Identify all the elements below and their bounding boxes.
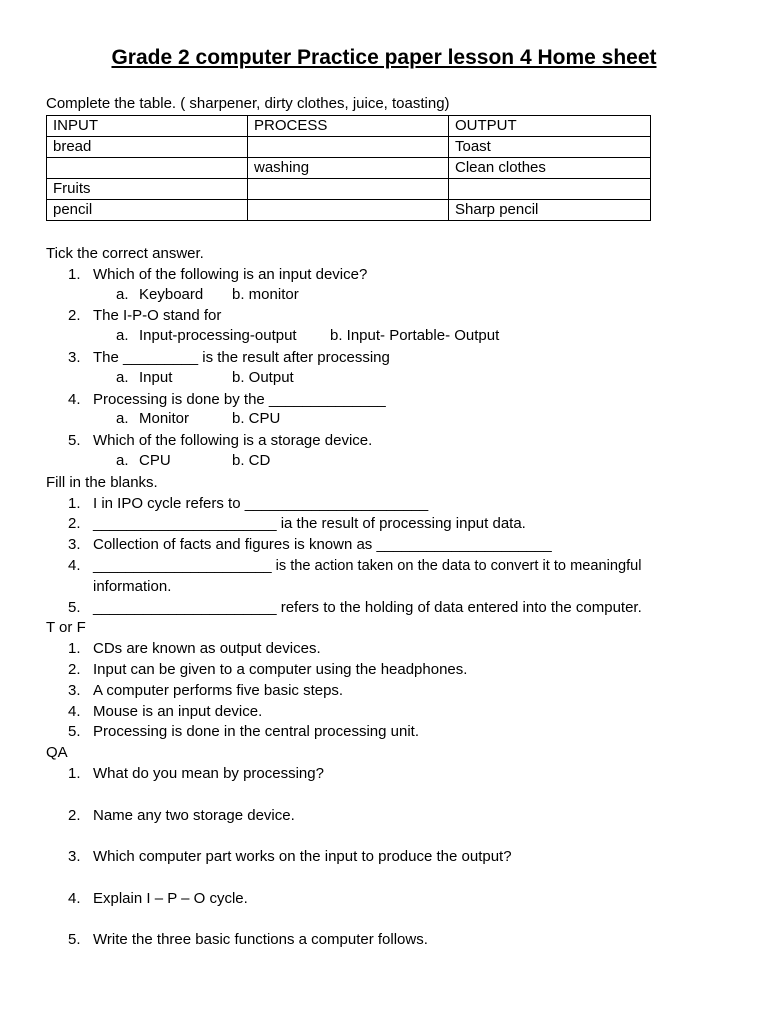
answer-options <box>46 369 746 390</box>
option-b[interactable]: b. CPU <box>232 410 281 428</box>
blank-text-continued: information. <box>93 577 172 595</box>
item-number: 4. <box>68 889 81 907</box>
item-number: 1. <box>68 494 81 512</box>
item-number: 2. <box>68 660 81 678</box>
list-item <box>46 660 746 681</box>
question-text: The I-P-O stand for <box>93 307 222 325</box>
table-cell <box>449 179 651 200</box>
item-number: 3. <box>68 536 81 554</box>
list-item <box>46 494 746 515</box>
table-cell: Toast <box>449 137 651 158</box>
statement-text: CDs are known as output devices. <box>93 640 321 658</box>
list-item <box>46 806 746 827</box>
table-row <box>47 200 651 221</box>
statement-text: Mouse is an input device. <box>93 702 263 720</box>
ipo-table <box>46 115 651 221</box>
list-item <box>46 764 746 785</box>
table-row <box>47 158 651 179</box>
table-cell <box>248 179 449 200</box>
table-cell: Clean clothes <box>449 158 651 179</box>
option-a-letter: a. <box>116 451 129 469</box>
table-cell: washing <box>248 158 449 179</box>
table-row <box>47 179 651 200</box>
item-number: 5. <box>68 432 81 450</box>
answer-options <box>46 327 746 348</box>
header-input: INPUT <box>47 116 248 137</box>
list-item <box>46 722 746 743</box>
list-item <box>46 847 746 868</box>
table-row <box>47 137 651 158</box>
table-cell: bread <box>47 137 248 158</box>
list-item <box>46 265 746 286</box>
item-number: 1. <box>68 640 81 658</box>
answer-options <box>46 286 746 307</box>
item-number: 4. <box>68 556 81 574</box>
question-text: Which computer part works on the input to produce the output? <box>93 848 512 866</box>
list-item <box>46 889 746 910</box>
question-text: Processing is done by the ______________ <box>93 390 386 408</box>
item-number: 3. <box>68 348 81 366</box>
option-b[interactable]: b. Output <box>232 368 294 386</box>
question-text: Which of the following is an input device? <box>93 265 368 283</box>
option-b[interactable]: b. CD <box>232 451 271 469</box>
answer-options <box>46 410 746 431</box>
list-item <box>46 535 746 556</box>
question-text: Write the three basic functions a computer follows. <box>93 931 428 949</box>
list-item <box>46 930 746 951</box>
table-cell: pencil <box>47 200 248 221</box>
option-a[interactable]: Input <box>139 368 173 386</box>
list-item <box>46 598 746 619</box>
table-instruction: Complete the table. ( sharpener, dirty clothes, juice, toasting) <box>46 95 450 112</box>
item-number: 1. <box>68 265 81 283</box>
item-number: 4. <box>68 390 81 408</box>
option-b[interactable]: b. Input- Portable- Output <box>330 327 500 345</box>
option-a[interactable]: CPU <box>139 451 171 469</box>
item-number: 4. <box>68 702 81 720</box>
item-number: 3. <box>68 848 81 866</box>
qa-heading: QA <box>46 744 68 762</box>
table-header-row <box>47 116 651 137</box>
option-a[interactable]: Monitor <box>139 410 190 428</box>
list-item <box>46 639 746 660</box>
list-item <box>46 306 746 327</box>
header-output: OUTPUT <box>449 116 651 137</box>
item-number: 2. <box>68 515 81 533</box>
option-b[interactable]: b. monitor <box>232 285 299 303</box>
option-a[interactable]: Keyboard <box>139 285 204 303</box>
question-text: Name any two storage device. <box>93 806 295 824</box>
question-text: What do you mean by processing? <box>93 764 324 782</box>
list-item <box>46 702 746 723</box>
table-cell: Sharp pencil <box>449 200 651 221</box>
tick-heading: Tick the correct answer. <box>46 245 204 262</box>
item-number: 1. <box>68 764 81 782</box>
question-text: Which of the following is a storage device. <box>93 432 373 450</box>
tick-section <box>46 244 746 972</box>
item-number: 3. <box>68 681 81 699</box>
header-process: PROCESS <box>248 116 449 137</box>
statement-text: Processing is done in the central processing unit. <box>93 723 420 741</box>
table-cell <box>248 137 449 158</box>
blank-text: Collection of facts and figures is known as _____________________ <box>93 536 552 554</box>
option-a-letter: a. <box>116 368 129 386</box>
statement-text: A computer performs five basic steps. <box>93 681 344 699</box>
option-a-letter: a. <box>116 327 129 345</box>
item-number: 5. <box>68 723 81 741</box>
fill-heading: Fill in the blanks. <box>46 473 158 491</box>
answer-options <box>46 452 746 473</box>
list-item <box>46 390 746 411</box>
table-cell: Fruits <box>47 179 248 200</box>
tf-heading: T or F <box>46 619 86 637</box>
page-title: Grade 2 computer Practice paper lesson 4 Home sheet <box>111 46 657 69</box>
blank-text: ______________________ ia the result of processing input data. <box>93 515 526 533</box>
option-a[interactable]: Input-processing-output <box>139 327 297 345</box>
table-cell <box>248 200 449 221</box>
table-cell <box>47 158 248 179</box>
blank-text: ______________________ is the action taken on the data to convert it to meaningful <box>93 557 642 574</box>
option-a-letter: a. <box>116 410 129 428</box>
list-item <box>46 514 746 535</box>
option-a-letter: a. <box>116 285 129 303</box>
question-text: Explain I – P – O cycle. <box>93 889 248 907</box>
item-number: 2. <box>68 806 81 824</box>
item-number: 5. <box>68 598 81 616</box>
list-item <box>46 348 746 369</box>
item-number: 5. <box>68 931 81 949</box>
list-item <box>46 681 746 702</box>
item-number: 2. <box>68 307 81 325</box>
question-text: The _________ is the result after processing <box>93 348 390 366</box>
list-item <box>46 431 746 452</box>
statement-text: Input can be given to a computer using the headphones. <box>93 660 468 678</box>
blank-text: I in IPO cycle refers to ______________________ <box>93 494 429 512</box>
blank-text: ______________________ refers to the holding of data entered into the computer. <box>93 598 642 616</box>
list-item <box>46 556 746 598</box>
